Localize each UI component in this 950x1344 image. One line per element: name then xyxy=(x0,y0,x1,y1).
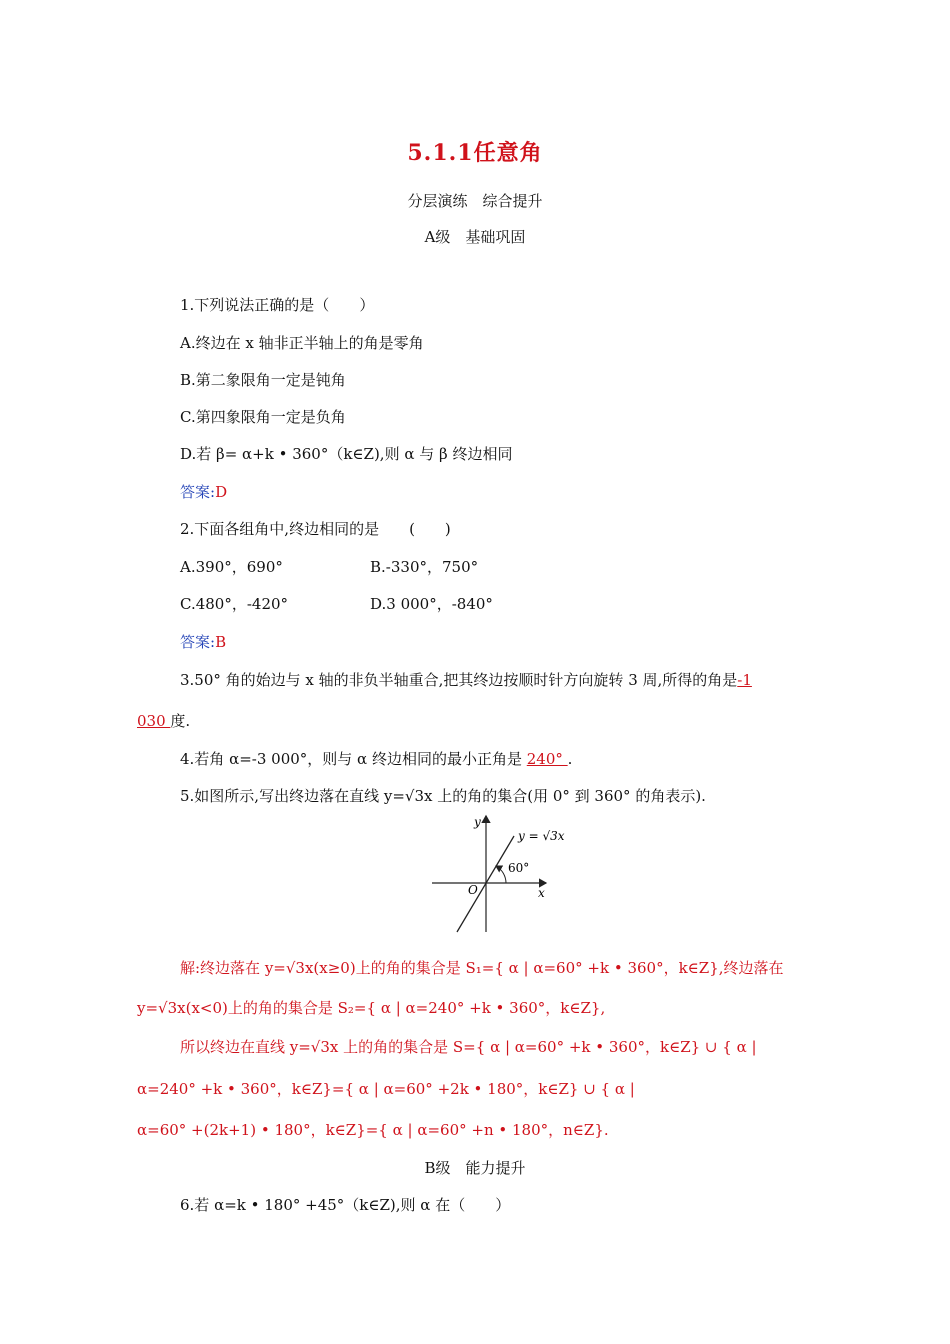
q5-solution-3: 所以终边在直线 y=√3x 上的角的集合是 S={ α | α=60° +k • 360°，k∈Z} ∪ { α | xyxy=(180,1038,757,1056)
q2-stem: 2.下面各组角中,终边相同的是 ( ) xyxy=(180,520,451,538)
q1-option-c: C.第四象限角一定是负角 xyxy=(180,408,346,426)
q5-figure xyxy=(430,812,590,936)
q3-answer-part2: 030 xyxy=(137,712,171,730)
q5-solution-5: α=60° +(2k+1) • 180°，k∈Z}={ α | α=60° +n • 180°，n∈Z}. xyxy=(137,1121,609,1139)
q5-solution-1: 解:终边落在 y=√3x(x≥0)上的角的集合是 S₁={ α | α=60° +k • 360°，k∈Z},终边落在 xyxy=(180,959,784,977)
y-axis-label: y xyxy=(474,815,481,829)
q2-row-1 xyxy=(180,556,479,577)
q1-answer-label: 答案: xyxy=(180,483,216,501)
page-title: 5.1.1任意角 xyxy=(407,140,543,166)
q4-tail: . xyxy=(567,750,573,768)
x-axis-label: x xyxy=(538,886,545,900)
angle-arc xyxy=(496,866,506,883)
line-equation-label: y = √3x xyxy=(518,829,565,843)
q4-line xyxy=(180,748,572,769)
q3-stem: 3.50° 角的始边与 x 轴的非负半轴重合,把其终边按顺时针方向旋转 3 周,所得的角是 xyxy=(180,671,738,689)
angle-label: 60° xyxy=(508,861,530,875)
q3-tail: 度. xyxy=(170,712,191,730)
q2-answer xyxy=(180,631,226,652)
q1-stem: 1.下列说法正确的是（ ） xyxy=(180,296,375,314)
subtitle: 分层演练 综合提升 xyxy=(407,192,543,210)
q2-answer-value: B xyxy=(215,633,227,651)
q3-answer-line xyxy=(137,710,190,731)
q2-option-c: C.480°，-420° xyxy=(180,595,289,613)
q1-answer xyxy=(180,481,227,502)
q1-answer-value: D xyxy=(215,483,228,501)
q1-option-a: A.终边在 x 轴非正半轴上的角是零角 xyxy=(180,334,424,352)
q5-solution-2: y=√3x(x<0)上的角的集合是 S₂={ α | α=240° +k • 360°，k∈Z}, xyxy=(137,999,606,1017)
q3-answer-part1: -1 xyxy=(737,671,752,689)
q1-option-b: B.第二象限角一定是钝角 xyxy=(180,371,346,389)
q2-option-a: A.390°，690° xyxy=(180,558,283,576)
section-a-heading: A级 基础巩固 xyxy=(424,228,526,246)
origin-label: O xyxy=(468,883,478,897)
section-b-heading: B级 能力提升 xyxy=(424,1159,526,1177)
q2-option-b: B.-330°，750° xyxy=(370,558,479,576)
q5-stem: 5.如图所示,写出终边落在直线 y=√3x 上的角的集合(用 0° 到 360° 的角表示). xyxy=(180,787,706,805)
q2-answer-label: 答案: xyxy=(180,633,216,651)
q1-option-d: D.若 β= α+k • 360°（k∈Z),则 α 与 β 终边相同 xyxy=(180,445,513,463)
q6-stem: 6.若 α=k • 180° +45°（k∈Z),则 α 在（ ） xyxy=(180,1196,511,1214)
q2-row-2 xyxy=(180,593,493,614)
q4-answer: 240° xyxy=(526,750,568,768)
q5-solution-4: α=240° +k • 360°，k∈Z}={ α | α=60° +2k • 180°，k∈Z} ∪ { α | xyxy=(137,1080,635,1098)
q4-stem: 4.若角 α=-3 000°，则与 α 终边相同的最小正角是 xyxy=(180,750,522,768)
q3-stem-line xyxy=(180,669,752,690)
q2-option-d: D.3 000°，-840° xyxy=(370,595,493,613)
